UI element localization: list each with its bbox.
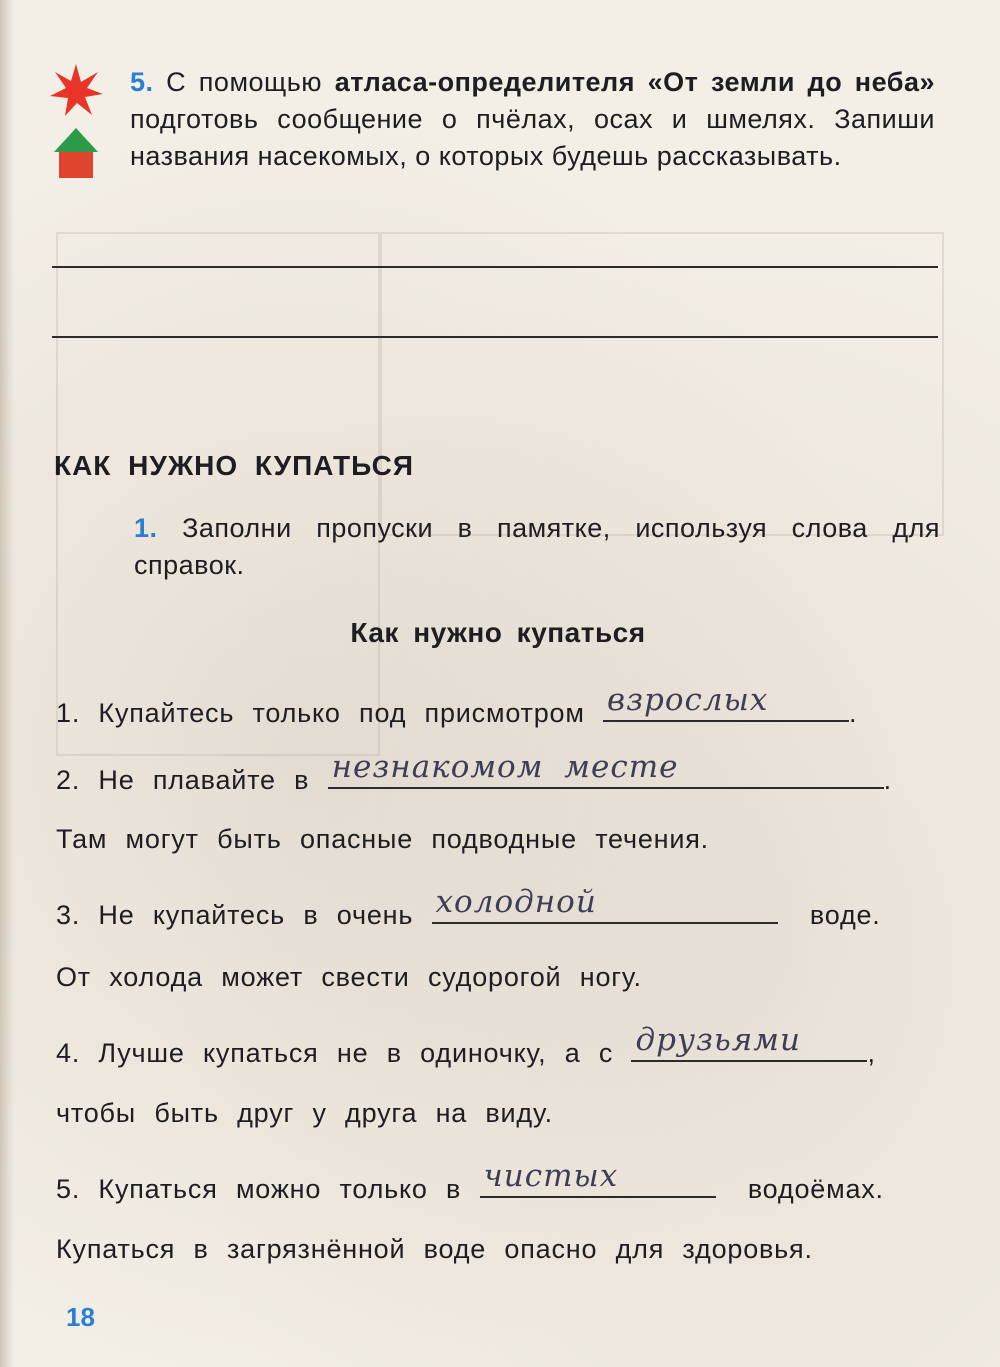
memo-item-5: 5. Купаться можно только в чистых водоёмах. [56, 1158, 884, 1204]
house-icon [52, 126, 100, 180]
memo-item-3: 3. Не купайтесь в очень холодной воде. [56, 884, 881, 930]
handwritten-answer: холодной [435, 884, 597, 920]
answer-blank[interactable] [480, 1158, 716, 1198]
task-5-instruction: подготовь сообщение о пчёлах, осах и шмелях. Запиши названия насекомых, о которых будешь рассказывать. [130, 104, 935, 171]
memo-item-4: 4. Лучше купаться не в одиночку, а с друзьями , [56, 1022, 876, 1068]
memo-item-1: 1. Купайтесь только под присмотром взрослых . [56, 682, 858, 728]
answer-line-1[interactable] [52, 266, 938, 268]
task-1-number: 1. [134, 513, 158, 543]
memo-note: Купаться в загрязнённой воде опасно для здоровья. [56, 1234, 813, 1264]
answer-line-2[interactable] [52, 336, 938, 338]
answer-blank[interactable] [631, 1022, 867, 1062]
task-5-number: 5. [130, 67, 154, 97]
handwritten-answer: незнакомом месте [331, 749, 679, 785]
memo-note: чтобы быть друг у друга на виду. [56, 1098, 553, 1128]
bleed-through-box [56, 232, 380, 756]
task-1-instruction: Заполни пропуски в памятке, используя слова для справок. [134, 513, 940, 580]
memo-title: Как нужно купаться [350, 617, 646, 648]
answer-blank[interactable] [603, 682, 849, 722]
star-icon [48, 62, 104, 118]
memo-item-2: 2. Не плавайте в незнакомом месте . [56, 749, 892, 795]
task-1-text [134, 510, 940, 584]
page-number: 18 [66, 1302, 95, 1332]
handwritten-answer: чистых [483, 1158, 619, 1194]
task-5-text [130, 64, 935, 175]
memo-note: От холода может свести судорогой ногу. [56, 962, 642, 992]
handwritten-answer: друзьями [635, 1022, 801, 1058]
section-title: КАК НУЖНО КУПАТЬСЯ [54, 450, 414, 481]
bleed-through-box [380, 232, 944, 536]
page-fold-shadow [0, 0, 14, 1367]
memo-note: Там могут быть опасные подводные течения. [56, 824, 709, 854]
task-5-intro: С помощью [166, 67, 323, 97]
task-5-atlas-title: атласа-определителя «От земли до неба» [334, 67, 935, 97]
handwritten-answer: взрослых [607, 682, 769, 718]
answer-blank[interactable] [432, 884, 778, 924]
